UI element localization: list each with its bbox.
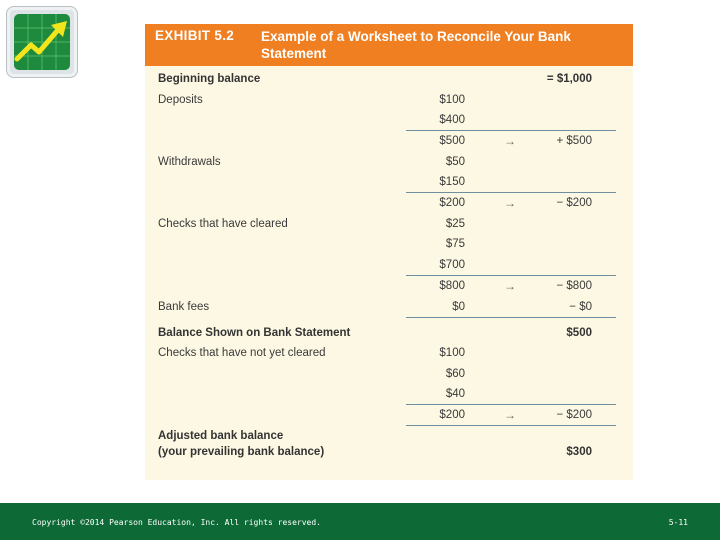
copyright-text: Copyright ©2014 Pearson Education, Inc. All rights reserved. bbox=[32, 518, 321, 527]
row-total: − $200 bbox=[556, 409, 592, 421]
row-label: Beginning balance bbox=[158, 73, 261, 85]
ledger-rule bbox=[406, 192, 616, 193]
exhibit-title: Example of a Worksheet to Reconcile Your Bank Statement bbox=[261, 29, 571, 61]
row-label: Checks that have not yet cleared bbox=[158, 347, 326, 359]
row-amount: $400 bbox=[439, 114, 465, 126]
row-amount: $150 bbox=[439, 176, 465, 188]
row-amount: $0 bbox=[452, 301, 465, 313]
adjusted-label-line2: (your prevailing bank balance) bbox=[158, 446, 325, 458]
row-amount: $50 bbox=[445, 156, 465, 168]
ledger-rule bbox=[406, 275, 616, 276]
row-label: Deposits bbox=[158, 94, 203, 106]
row-amount: $100 bbox=[439, 347, 465, 359]
row-total: + $500 bbox=[556, 135, 592, 147]
row-label: Balance Shown on Bank Statement bbox=[158, 327, 351, 339]
row-amount: $800 bbox=[439, 280, 465, 292]
slide-number: 5-11 bbox=[668, 518, 688, 527]
row-total: − $0 bbox=[569, 301, 592, 313]
row-label: Checks that have cleared bbox=[158, 218, 288, 230]
ledger-rule bbox=[406, 425, 616, 426]
row-amount: $40 bbox=[445, 388, 465, 400]
row-amount: $200 bbox=[439, 409, 465, 421]
chart-logo bbox=[6, 6, 78, 78]
row-amount: $100 bbox=[439, 94, 465, 106]
adjusted-label-line1: Adjusted bank balance bbox=[158, 430, 284, 442]
row-total: − $200 bbox=[556, 197, 592, 209]
arrow-icon: → bbox=[504, 196, 516, 210]
exhibit-header bbox=[145, 24, 633, 66]
ledger-rule bbox=[406, 404, 616, 405]
row-amount: $500 bbox=[439, 135, 465, 147]
row-amount: $200 bbox=[439, 197, 465, 209]
row-label: Bank fees bbox=[158, 301, 210, 313]
exhibit-number: EXHIBIT 5.2 bbox=[155, 28, 235, 43]
row-total: $500 bbox=[566, 327, 592, 339]
row-amount: $60 bbox=[445, 368, 465, 380]
footer-bar bbox=[0, 503, 720, 540]
arrow-icon: → bbox=[504, 408, 516, 422]
exhibit-panel bbox=[145, 24, 633, 480]
row-total: = $1,000 bbox=[546, 73, 592, 85]
arrow-icon: → bbox=[504, 279, 516, 293]
rising-chart-arrow-icon bbox=[7, 7, 77, 77]
arrow-icon: → bbox=[504, 134, 516, 148]
row-amount: $25 bbox=[445, 218, 465, 230]
adjusted-total: $300 bbox=[566, 446, 592, 458]
ledger-rule bbox=[406, 317, 616, 318]
row-total: − $800 bbox=[556, 280, 592, 292]
row-amount: $700 bbox=[439, 259, 465, 271]
ledger-rule bbox=[406, 130, 616, 131]
row-amount: $75 bbox=[445, 238, 465, 250]
row-label: Withdrawals bbox=[158, 156, 221, 168]
